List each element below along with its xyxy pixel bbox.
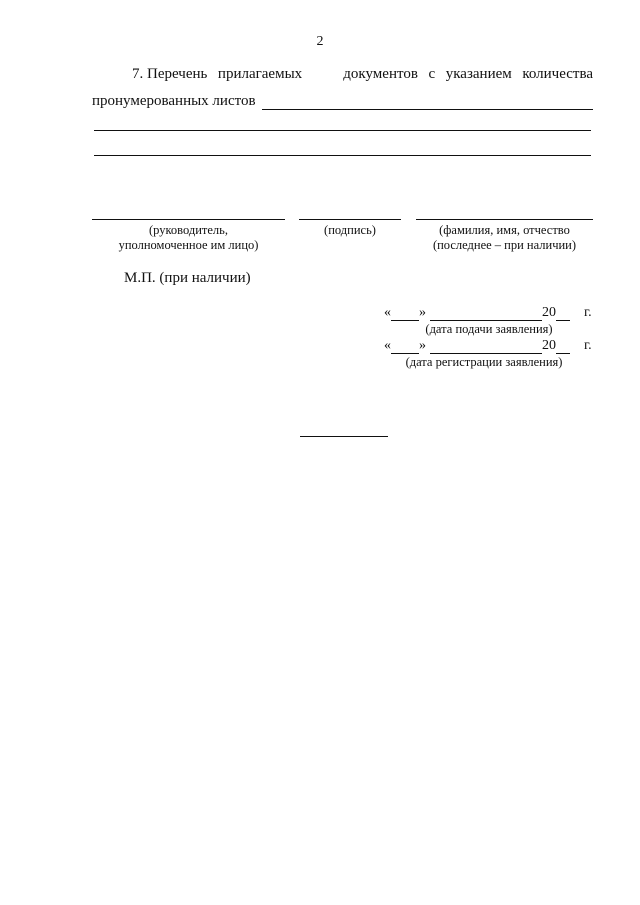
signature-label: (подпись) <box>324 223 376 237</box>
submission-date-caption: (дата подачи заявления) <box>425 322 553 336</box>
item-7-number: 7. Перечень <box>132 66 208 82</box>
stamp-placeholder: М.П. (при наличии) <box>124 270 251 286</box>
page-number: 2 <box>316 34 324 49</box>
head-label <box>92 223 285 253</box>
signature-line[interactable] <box>299 219 401 220</box>
submission-month-field[interactable] <box>430 308 542 321</box>
documents-list-field[interactable] <box>262 97 593 110</box>
item-7-line2-text: пронумерованных листов <box>92 93 256 109</box>
head-label-line-2: уполномоченное им лицо) <box>118 238 259 252</box>
documents-list-field-line-2[interactable] <box>94 130 591 131</box>
registration-date-caption: (дата регистрации заявления) <box>405 355 563 369</box>
submission-date-line <box>384 305 592 321</box>
end-of-document-divider <box>300 436 388 437</box>
head-signature-line[interactable] <box>92 219 285 220</box>
item-7-gap <box>313 66 333 83</box>
item-7-word: с <box>428 66 436 82</box>
full-name-label <box>416 223 593 253</box>
full-name-label-line-1: (фамилия, имя, отчество <box>439 223 570 237</box>
close-quote: » <box>419 305 426 320</box>
full-name-line[interactable] <box>416 219 593 220</box>
close-quote: » <box>419 338 426 353</box>
full-name-label-line-2: (последнее – при наличии) <box>432 238 577 252</box>
documents-list-field-line-3[interactable] <box>94 155 591 156</box>
year-prefix: 20 <box>542 305 556 320</box>
item-7-word: документов <box>343 66 418 82</box>
submission-year-field[interactable] <box>556 308 570 321</box>
year-prefix: 20 <box>542 338 556 353</box>
item-7-word: прилагаемых <box>217 66 303 82</box>
submission-day-field[interactable] <box>391 308 419 321</box>
open-quote: « <box>384 305 391 320</box>
item-7-second-line <box>92 93 593 110</box>
item-7-word: указанием <box>445 66 512 82</box>
item-7-first-line <box>92 66 593 83</box>
registration-year-field[interactable] <box>556 341 570 354</box>
item-7-word: количества <box>522 66 593 82</box>
item-7-paragraph <box>92 66 593 110</box>
head-label-line-1: (руководитель, <box>148 223 229 237</box>
registration-day-field[interactable] <box>391 341 419 354</box>
year-suffix: г. <box>584 305 592 320</box>
registration-month-field[interactable] <box>430 341 542 354</box>
registration-date-line <box>384 338 592 354</box>
open-quote: « <box>384 338 391 353</box>
year-suffix: г. <box>584 338 592 353</box>
